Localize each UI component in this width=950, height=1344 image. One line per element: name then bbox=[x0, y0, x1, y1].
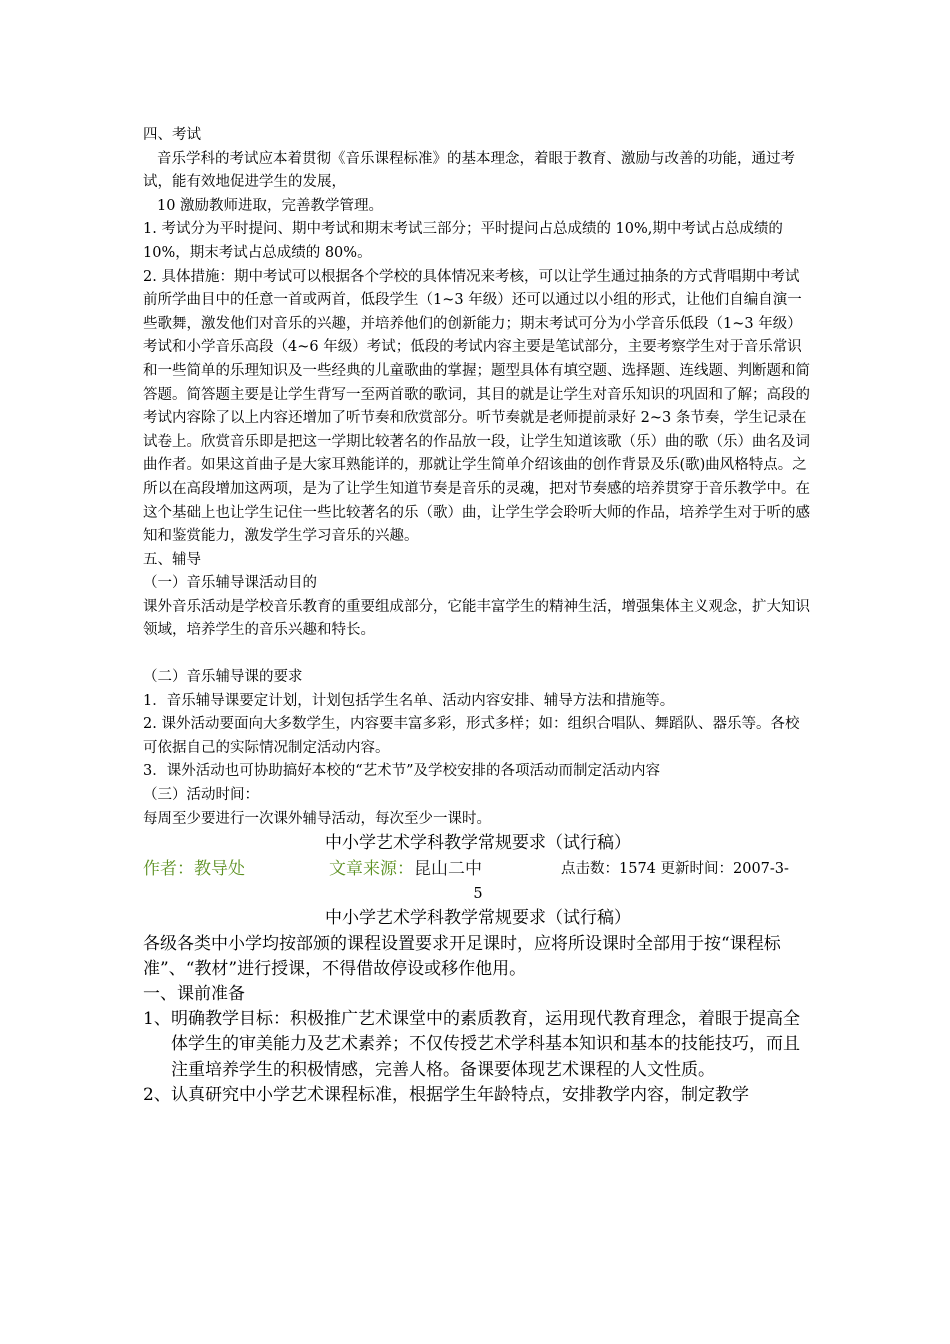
section5-sub3-heading: （三）活动时间： bbox=[143, 787, 259, 804]
section4-paragraph-2: 10 激励教师进取，完善教学管理。 bbox=[157, 197, 384, 214]
section5-sub2-item-3: 3．课外活动也可协助搞好本校的“艺术节”及学校安排的各项活动而制定活动内容 bbox=[143, 763, 661, 780]
list-item bbox=[143, 1007, 813, 1083]
list-item-number: 1、 bbox=[143, 1009, 171, 1030]
blank-line bbox=[143, 643, 813, 666]
article-info-wrap: 5 bbox=[473, 886, 483, 903]
document-page bbox=[143, 124, 813, 1108]
article-info: 点击数：1574 更新时间：2007-3- bbox=[561, 861, 789, 878]
article-intro: 各级各类中小学均按部颁的课程设置要求开足课时，应将所设课时全部用于按“课程标准”、“教材”进行授课，不得借故停设或移作他用。 bbox=[143, 933, 781, 979]
section4-paragraph-1: 音乐学科的考试应本着贯彻《音乐课程标准》的基本理念，着眼于教育、激励与改善的功能，通过考试，能有效地促进学生的发展， bbox=[143, 150, 795, 191]
section4-heading: 四、考试 bbox=[143, 127, 201, 143]
list-item bbox=[143, 1083, 813, 1108]
section5-sub2-item-2: 2. 课外活动要面向大多数学生，内容要丰富多彩，形式多样；如：组织合唱队、舞蹈队、器乐等。各校可依据自己的实际情况制定活动内容。 bbox=[143, 716, 800, 756]
article-meta bbox=[143, 856, 813, 882]
source-label: 文章来源： bbox=[329, 859, 414, 880]
author-field bbox=[143, 856, 245, 882]
section5-sub3-text: 每周至少要进行一次课外辅导活动，每次至少一课时。 bbox=[143, 810, 491, 827]
article-title: 中小学艺术学科教学常规要求（试行稿） bbox=[325, 833, 631, 854]
source-field bbox=[329, 856, 482, 882]
section5-sub2-item-1: 1．音乐辅导课要定计划，计划包括学生名单、活动内容安排、辅导方法和措施等。 bbox=[143, 692, 675, 709]
article-section1-heading: 一、课前准备 bbox=[143, 984, 245, 1005]
list-item-number: 2、 bbox=[143, 1084, 171, 1105]
section4-paragraph-3: 1. 考试分为平时提问、期中考试和期末考试三部分；平时提问占总成绩的 10%,期中考试占总成绩的 10%，期末考试占总成绩的 80%。 bbox=[143, 221, 783, 261]
section5-heading: 五、辅导 bbox=[143, 551, 201, 568]
section5-sub1-heading: （一）音乐辅导课活动目的 bbox=[143, 575, 317, 592]
list-item-text: 明确教学目标：积极推广艺术课堂中的素质教育，运用现代教育理念，着眼于提高全体学生的审美能力及艺术素养；不仅传授艺术学科基本知识和基本的技能技巧，而且注重培养学生的积极情感，完善人格。备课要体现艺术课程的人文性质。 bbox=[171, 1009, 800, 1080]
section5-sub2-heading: （二）音乐辅导课的要求 bbox=[143, 669, 303, 686]
section4-paragraph-4: 2. 具体措施：期中考试可以根据各个学校的具体情况来考核，可以让学生通过抽条的方式背唱期中考试前所学曲目中的任意一首或两首，低段学生（1~3 年级）还可以通过以小组的形式，让他们自编自演一些歌舞，激发他们对音乐的兴趣，并培养他们的创新能力；期末考试可分为小学音乐低段（1~3 年级）考试和小学音乐高段（4~6 年级）考试；低段的考试内容主要是笔试部分，主要考察学生对于音乐常识和一些简单的乐理知识及一些经典的儿童歌曲的掌握；题型具体有填空题、选择题、连线题、判断题和简答题。简答题主要是让学生背写一至两首歌的歌词，其目的就是让学生对音乐知识的巩固和了解；高段的考试内容除了以上内容还增加了听节奏和欣赏部分。听节奏就是老师提前录好 2~3 条节奏，学生记录在试卷上。欣赏音乐即是把这一学期比较著名的作品放一段，让学生知道该歌（乐）曲的歌（乐）曲名及词曲作者。如果这首曲子是大家耳熟能详的，那就让学生简单介绍该曲的创作背景及乐(歌)曲风格特点。之所以在高段增加这两项，是为了让学生知道节奏是音乐的灵魂，把对节奏感的培养贯穿于音乐教学中。在这个基础上也让学生记住一些比较著名的乐（歌）曲，让学生学会聆听大师的作品，培养学生对于听的感知和鉴赏能力，激发学生学习音乐的兴趣。 bbox=[143, 268, 810, 545]
list-item-text: 认真研究中小学艺术课程标准，根据学生年龄特点，安排教学内容，制定教学 bbox=[171, 1084, 749, 1105]
author-value: 教导处 bbox=[194, 859, 245, 880]
author-label: 作者： bbox=[143, 859, 194, 880]
article-title-2: 中小学艺术学科教学常规要求（试行稿） bbox=[325, 908, 631, 929]
source-value: 昆山二中 bbox=[414, 859, 482, 880]
section5-sub1-text: 课外音乐活动是学校音乐教育的重要组成部分，它能丰富学生的精神生活，增强集体主义观念，扩大知识领域，培养学生的音乐兴趣和特长。 bbox=[143, 598, 810, 639]
